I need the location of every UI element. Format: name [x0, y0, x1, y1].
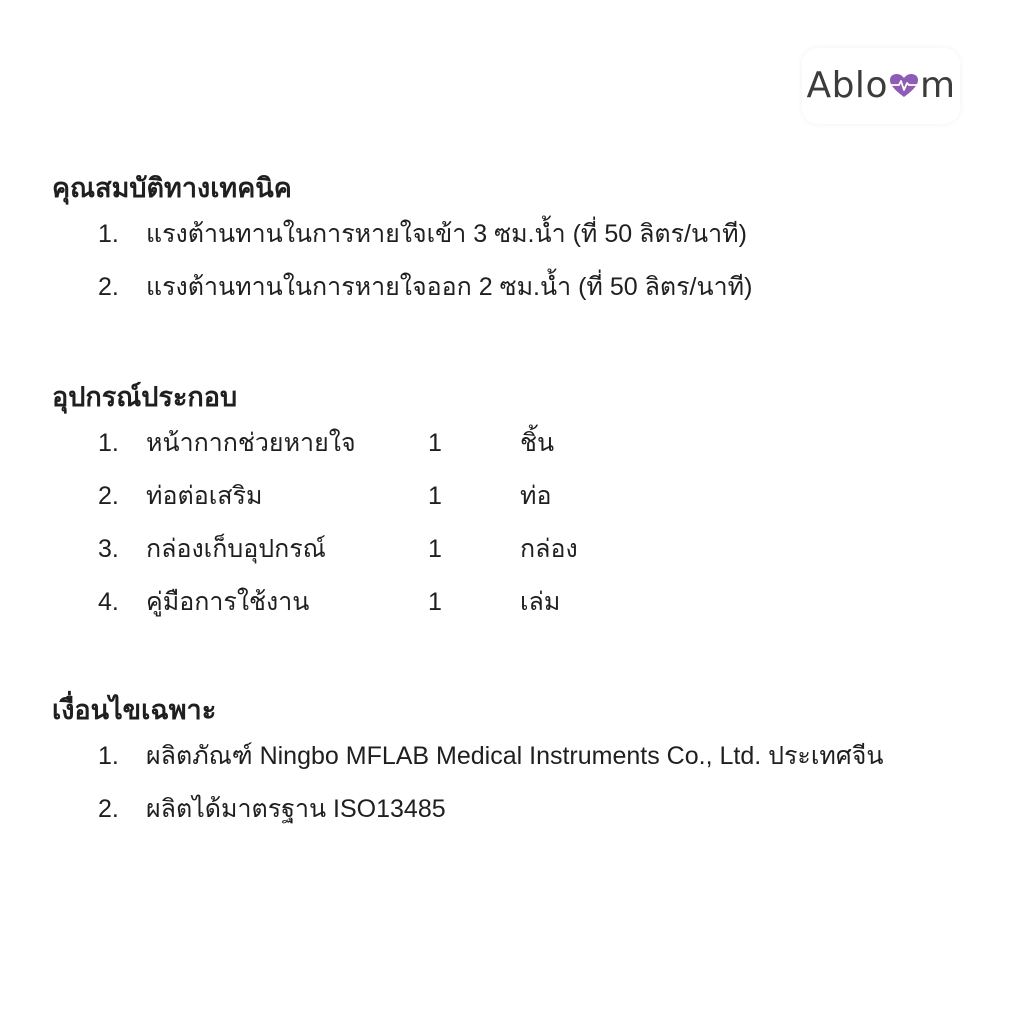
heart-pulse-icon [889, 73, 919, 99]
item-text: ผลิตได้มาตรฐาน ISO13485 [146, 795, 446, 823]
item-number: 3. [98, 535, 119, 563]
brand-logo-text-end: m [919, 65, 956, 106]
conditions-list [52, 730, 884, 836]
item-text: แรงต้านทานในการหายใจออก 2 ซม.น้ำ (ที่ 50 ลิตร/นาที) [146, 273, 753, 301]
tech-specs-title: คุณสมบัติทางเทคนิค [52, 173, 292, 203]
item-unit: เล่ม [520, 588, 561, 616]
item-text: ผลิตภัณฑ์ Ningbo MFLAB Medical Instruments Co., Ltd. ประเทศจีน [146, 742, 884, 770]
item-unit: ชิ้น [520, 429, 555, 457]
item-quantity: 1 [428, 429, 442, 457]
item-text: หน้ากากช่วยหายใจ [146, 429, 356, 457]
tech-specs-list [52, 208, 753, 314]
list-item [52, 730, 884, 783]
item-number: 1. [98, 429, 119, 457]
list-item [52, 417, 555, 470]
item-number: 1. [98, 220, 119, 248]
list-item [52, 523, 578, 576]
item-number: 4. [98, 588, 119, 616]
item-quantity: 1 [428, 588, 442, 616]
item-unit: ท่อ [520, 482, 552, 510]
components-list [52, 417, 578, 629]
item-quantity: 1 [428, 535, 442, 563]
item-text: คู่มือการใช้งาน [146, 588, 310, 616]
list-item [52, 576, 561, 629]
item-number: 2. [98, 795, 119, 823]
item-number: 2. [98, 273, 119, 301]
brand-logo-text: Abl o m [806, 65, 956, 106]
brand-logo-text-start: Abl [806, 65, 866, 106]
item-text: ท่อต่อเสริม [146, 482, 263, 510]
list-item [52, 208, 747, 261]
item-quantity: 1 [428, 482, 442, 510]
item-number: 1. [98, 742, 119, 770]
list-item [52, 783, 446, 836]
list-item [52, 470, 552, 523]
tech-specs-section [52, 168, 753, 314]
conditions-title: เงื่อนไขเฉพาะ [52, 695, 217, 725]
item-text: แรงต้านทานในการหายใจเข้า 3 ซม.น้ำ (ที่ 50 ลิตร/นาที) [146, 220, 747, 248]
components-section [52, 377, 578, 629]
item-unit: กล่อง [520, 535, 578, 563]
conditions-section [52, 690, 884, 836]
item-text: กล่องเก็บอุปกรณ์ [146, 535, 326, 563]
brand-logo [802, 48, 960, 124]
list-item [52, 261, 753, 314]
components-title: อุปกรณ์ประกอบ [52, 382, 238, 412]
item-number: 2. [98, 482, 119, 510]
